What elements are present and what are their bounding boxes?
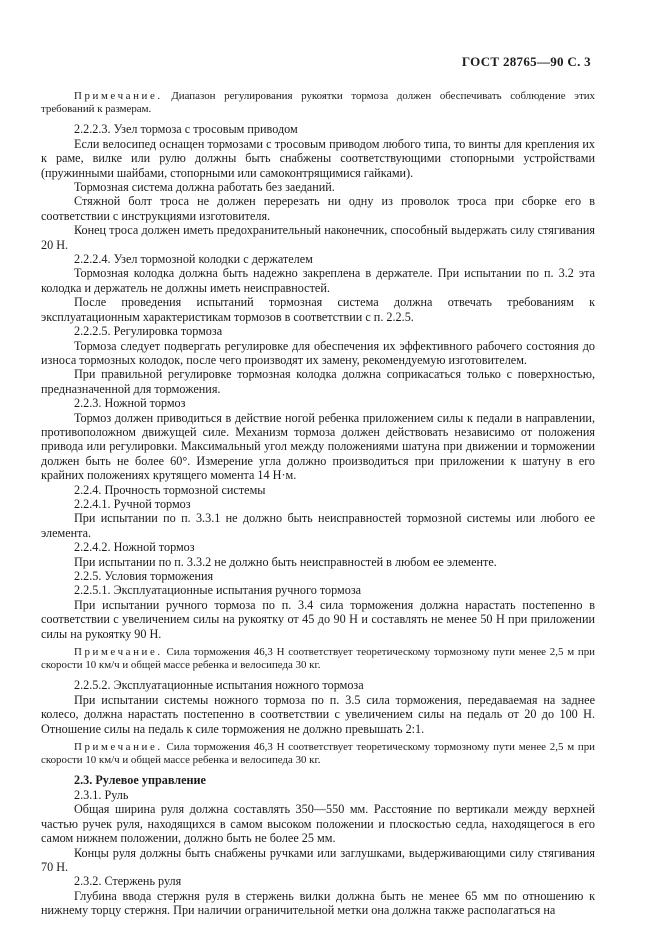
paragraph (41, 569, 595, 583)
page-header: ГОСТ 28765—90 С. 3 (461, 54, 591, 69)
paragraph-text: Тормоз должен приводиться в действие ногой ребенка приложением силы к педали в направлении, противоположном движущей силе. Механизм тормоза должен действовать независимо от положения привода или регулировки. Максимальный угол между положениями шатуна при движении и торможении должен быть не более 60°. Измерение угла должно производиться при приложении к шатуну в его крайних положениях крутящего момента 14 Н·м. (41, 410, 595, 483)
paragraph-text: При испытании по п. 3.3.2 не должно быть неисправностей в любом ее элементе. (74, 554, 497, 569)
paragraph (41, 555, 595, 569)
paragraph (41, 223, 595, 252)
paragraph (41, 540, 595, 554)
paragraph-text: 2.2.5. Условия торможения (74, 569, 214, 583)
paragraph (41, 324, 595, 338)
paragraph-text: Глубина ввода стержня руля в стержень вилки должна быть не менее 65 мм по отношению к нижнему торцу стержня. При наличии ограничительной метки она должна также располагаться на (41, 888, 595, 918)
paragraph (41, 497, 595, 511)
paragraph (41, 295, 595, 324)
paragraph (41, 511, 595, 540)
paragraph-text: 2.2.2.5. Регулировка тормоза (74, 324, 223, 339)
paragraph-text: Тормозная система должна работать без заеданий. (74, 180, 335, 195)
paragraph-text: Стяжной болт троса не должен перерезать ни одну из проволок троса при сборке его в соответствии с инструкциями изготовителя. (41, 194, 595, 223)
note-label: Примечание. (74, 90, 163, 102)
note-paragraph (41, 646, 595, 672)
paragraph-text: 2.2.4.2. Ножной тормоз (74, 540, 195, 555)
paragraph-text: Сила торможения 46,3 Н соответствует теоретическому тормозному пути менее 2,5 м при скорости 10 км/ч и общей массе ребенка и велосипеда 30 кг. (41, 646, 595, 672)
paragraph-text: Тормоза следует подвергать регулировке для обеспечения их эффективного рабочего состояния до износа тормозных колодок, после чего производят их замену, рекомендуемую изготовителем. (41, 338, 595, 367)
document-content (41, 90, 595, 918)
paragraph-text: Концы руля должны быть снабжены ручками или заглушками, выдерживающими силу стягивания 70 Н. (41, 845, 595, 874)
paragraph-text: Если велосипед оснащен тормозами с тросовым приводом любого типа, то винты для крепления их к раме, вилке или рулю должны быть снабжены соответствующими стопорными устройствами (пружинными шайбами, стопорными или самоконтрящимися гайками). (41, 136, 595, 180)
paragraph-text: 2.2.5.1. Эксплуатационные испытания ручного тормоза (74, 583, 362, 598)
paragraph-text: 2.3.2. Стержень руля (74, 874, 182, 889)
paragraph-text: 2.2.2.3. Узел тормоза с тросовым приводом (74, 122, 298, 137)
paragraph-text: При правильной регулировке тормозная колодка должна соприкасаться только с поверхностью, предназначенной для торможения. (41, 367, 595, 396)
paragraph-text: При испытании по п. 3.3.1 не должно быть неисправностей тормозной системы или любого ее элемента. (41, 511, 595, 540)
paragraph (41, 788, 595, 802)
note-paragraph (41, 741, 595, 767)
paragraph-text: 2.2.4. Прочность тормозной системы (74, 482, 266, 497)
paragraph (41, 252, 595, 266)
paragraph-text: При испытании ручного тормоза по п. 3.4 сила торможения должна нарастать постепенно в соответствии с увеличением силы на рукоятку от 45 до 90 Н и составлять не менее 50 Н при приложении силы на рукоятку 90 Н. (41, 597, 595, 641)
paragraph (41, 583, 595, 597)
paragraph (41, 693, 595, 736)
paragraph (41, 483, 595, 497)
paragraph-text: Общая ширина руля должна составлять 350—550 мм. Расстояние по вертикали между верхней частью ручек руля, находящихся в самом высоком положении и плоскостью седла, находящегося в его самом нижнем положении, должно быть не более 25 мм. (41, 802, 595, 846)
paragraph-text: 2.2.4.1. Ручной тормоз (74, 496, 191, 511)
paragraph (41, 678, 595, 692)
paragraph (41, 180, 595, 194)
paragraph (41, 411, 595, 483)
paragraph-text: 2.2.5.2. Эксплуатационные испытания ножного тормоза (74, 678, 364, 693)
paragraph (41, 137, 595, 180)
section-heading (41, 773, 595, 787)
paragraph (41, 598, 595, 641)
paragraph (41, 874, 595, 888)
note-label: Примечание. (74, 646, 163, 659)
paragraph (41, 122, 595, 136)
paragraph-text: Конец троса должен иметь предохранительный наконечник, способный выдержать силу стягивания 20 Н. (41, 223, 595, 252)
paragraph-text: 2.2.3. Ножной тормоз (74, 396, 186, 411)
paragraph (41, 266, 595, 295)
note-label: Примечание. (74, 741, 163, 754)
paragraph-text: После проведения испытаний тормозная система должна отвечать требованиям к эксплуатационным характеристикам тормозов в соответствии с п. 2.2.5. (41, 295, 595, 324)
note-paragraph (41, 90, 595, 116)
paragraph-text: При испытании системы ножного тормоза по п. 3.5 сила торможения, передаваемая на заднее колесо, должна нарастать постепенно в соответствии с увеличением силы на педаль от 20 до 100 Н. Отношение силы на педаль к силе торможения не должно превышать 2:1. (41, 692, 595, 736)
paragraph-text: Сила торможения 46,3 Н соответствует теоретическому тормозному пути менее 2,5 м при скорости 10 км/ч и общей массе ребенка и велосипеда 30 кг. (41, 741, 595, 767)
paragraph (41, 339, 595, 368)
paragraph-text: Диапазон регулирования рукоятки тормоза должен обеспечивать соблюдение этих требований к размерам. (41, 90, 595, 116)
paragraph-text: 2.3.1. Руль (74, 787, 129, 802)
paragraph-text: 2.2.2.4. Узел тормозной колодки с держателем (74, 252, 313, 267)
paragraph (41, 846, 595, 875)
paragraph (41, 367, 595, 396)
paragraph-text: Тормозная колодка должна быть надежно закреплена в держателе. При испытании по п. 3.2 эта колодка и держатель не должны иметь неисправностей. (41, 266, 595, 295)
paragraph (41, 194, 595, 223)
paragraph (41, 396, 595, 410)
paragraph (41, 889, 595, 918)
paragraph-text: 2.3. Рулевое управление (74, 773, 206, 788)
paragraph (41, 802, 595, 845)
